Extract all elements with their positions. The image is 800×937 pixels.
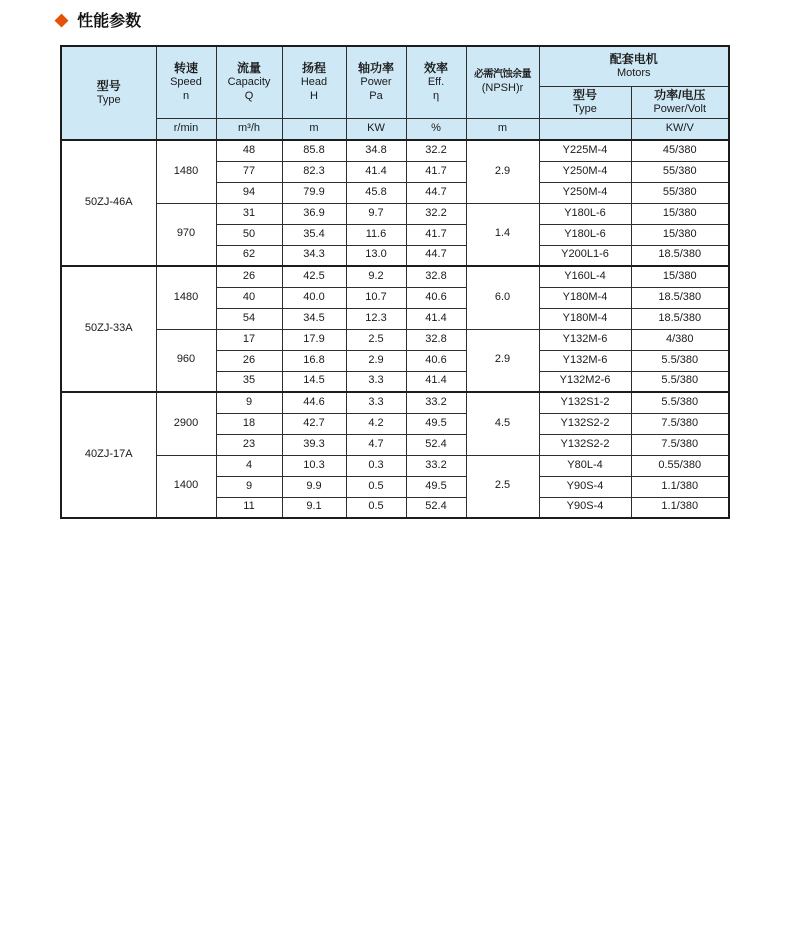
motor-type-cell: Y132M-6 xyxy=(539,350,631,371)
header-capacity-en: Capacity xyxy=(227,76,271,88)
model-cell: 40ZJ-17A xyxy=(61,392,156,518)
head-cell: 34.3 xyxy=(282,245,346,266)
page-title: 性能参数 xyxy=(77,13,142,30)
power-cell: 11.6 xyxy=(346,224,406,245)
header-motors xyxy=(539,46,729,86)
power-cell: 10.7 xyxy=(346,287,406,308)
eff-cell: 52.4 xyxy=(406,434,466,455)
capacity-cell: 48 xyxy=(216,140,282,161)
motor-power-cell: 5.5/380 xyxy=(631,350,729,371)
speed-cell: 1480 xyxy=(156,266,216,329)
power-cell: 9.7 xyxy=(346,203,406,224)
header-head-en: Head xyxy=(300,76,328,88)
header-power-en: Power xyxy=(360,76,392,88)
header-npsh-zh: 必需汽蚀余量 xyxy=(474,69,531,81)
power-cell: 41.4 xyxy=(346,161,406,182)
head-cell: 85.8 xyxy=(282,140,346,161)
unit-head: m xyxy=(282,118,346,140)
motor-type-cell: Y132S1-2 xyxy=(539,392,631,413)
header-speed-zh: 转速 xyxy=(173,61,198,75)
head-cell: 35.4 xyxy=(282,224,346,245)
header-speed xyxy=(156,46,216,118)
eff-cell: 32.8 xyxy=(406,266,466,287)
header-speed-en: Speed xyxy=(170,76,202,88)
motor-power-cell: 55/380 xyxy=(631,161,729,182)
eff-cell: 32.2 xyxy=(406,203,466,224)
capacity-cell: 23 xyxy=(216,434,282,455)
eff-cell: 32.2 xyxy=(406,140,466,161)
power-cell: 34.8 xyxy=(346,140,406,161)
eff-cell: 44.7 xyxy=(406,182,466,203)
head-cell: 82.3 xyxy=(282,161,346,182)
model-cell: 50ZJ-33A xyxy=(61,266,156,392)
head-cell: 9.1 xyxy=(282,497,346,518)
motor-type-cell: Y160L-4 xyxy=(539,266,631,287)
capacity-cell: 50 xyxy=(216,224,282,245)
motor-power-cell: 15/380 xyxy=(631,224,729,245)
motor-type-cell: Y132M2-6 xyxy=(539,371,631,392)
speed-cell: 1480 xyxy=(156,140,216,203)
head-cell: 9.9 xyxy=(282,476,346,497)
capacity-cell: 26 xyxy=(216,350,282,371)
head-cell: 36.9 xyxy=(282,203,346,224)
header-npsh xyxy=(466,46,539,118)
table-row xyxy=(61,140,729,161)
head-cell: 14.5 xyxy=(282,371,346,392)
unit-npsh: m xyxy=(466,118,539,140)
capacity-cell: 18 xyxy=(216,413,282,434)
capacity-cell: 31 xyxy=(216,203,282,224)
power-cell: 0.3 xyxy=(346,455,406,476)
unit-speed: r/min xyxy=(156,118,216,140)
header-row-main xyxy=(61,46,729,86)
eff-cell: 32.8 xyxy=(406,329,466,350)
performance-table xyxy=(60,45,730,519)
motor-power-cell: 1.1/380 xyxy=(631,497,729,518)
header-speed-sym: n xyxy=(182,89,190,102)
header-model-zh: 型号 xyxy=(96,78,121,93)
table-row xyxy=(61,329,729,350)
power-cell: 12.3 xyxy=(346,308,406,329)
eff-cell: 40.6 xyxy=(406,350,466,371)
motor-type-cell: Y250M-4 xyxy=(539,161,631,182)
motor-type-cell: Y180M-4 xyxy=(539,308,631,329)
unit-power: KW xyxy=(346,118,406,140)
motor-type-cell: Y132S2-2 xyxy=(539,434,631,455)
eff-cell: 33.2 xyxy=(406,455,466,476)
npsh-cell: 2.9 xyxy=(466,140,539,203)
power-cell: 13.0 xyxy=(346,245,406,266)
motor-power-cell: 5.5/380 xyxy=(631,371,729,392)
header-npsh-en: (NPSH)r xyxy=(481,81,524,94)
head-cell: 79.9 xyxy=(282,182,346,203)
power-cell: 3.3 xyxy=(346,392,406,413)
motor-power-cell: 45/380 xyxy=(631,140,729,161)
npsh-cell: 4.5 xyxy=(466,392,539,455)
head-cell: 16.8 xyxy=(282,350,346,371)
head-cell: 34.5 xyxy=(282,308,346,329)
model-cell: 50ZJ-46A xyxy=(61,140,156,266)
page-title-bar xyxy=(55,8,141,31)
motor-power-cell: 0.55/380 xyxy=(631,455,729,476)
head-cell: 42.5 xyxy=(282,266,346,287)
header-eff-zh: 效率 xyxy=(423,61,448,75)
header-power-zh: 轴功率 xyxy=(357,61,394,75)
header-eff xyxy=(406,46,466,118)
motor-power-cell: 1.1/380 xyxy=(631,476,729,497)
power-cell: 3.3 xyxy=(346,371,406,392)
header-head-sym: H xyxy=(310,89,318,102)
header-motor-type-en: Type xyxy=(573,102,597,115)
capacity-cell: 17 xyxy=(216,329,282,350)
eff-cell: 40.6 xyxy=(406,287,466,308)
eff-cell: 44.7 xyxy=(406,245,466,266)
header-eff-en: Eff. xyxy=(427,76,445,88)
npsh-cell: 2.9 xyxy=(466,329,539,392)
power-cell: 2.5 xyxy=(346,329,406,350)
power-cell: 9.2 xyxy=(346,266,406,287)
eff-cell: 41.7 xyxy=(406,224,466,245)
power-cell: 4.2 xyxy=(346,413,406,434)
eff-cell: 41.4 xyxy=(406,371,466,392)
unit-capacity: m³/h xyxy=(216,118,282,140)
motor-power-cell: 15/380 xyxy=(631,266,729,287)
head-cell: 44.6 xyxy=(282,392,346,413)
head-cell: 42.7 xyxy=(282,413,346,434)
capacity-cell: 9 xyxy=(216,476,282,497)
table-row xyxy=(61,266,729,287)
header-row-units xyxy=(61,118,729,140)
header-motor-type xyxy=(539,86,631,118)
unit-motor-power: KW/V xyxy=(631,118,729,140)
header-motors-en: Motors xyxy=(616,66,651,79)
header-power xyxy=(346,46,406,118)
header-model-en: Type xyxy=(96,93,121,106)
motor-type-cell: Y90S-4 xyxy=(539,497,631,518)
motor-type-cell: Y250M-4 xyxy=(539,182,631,203)
header-eff-sym: η xyxy=(432,89,440,102)
capacity-cell: 26 xyxy=(216,266,282,287)
speed-cell: 2900 xyxy=(156,392,216,455)
capacity-cell: 11 xyxy=(216,497,282,518)
motor-type-cell: Y180L-6 xyxy=(539,224,631,245)
header-motor-power-en: Power/Volt xyxy=(653,102,707,115)
header-motor-power xyxy=(631,86,729,118)
power-cell: 2.9 xyxy=(346,350,406,371)
diamond-icon: ◆ xyxy=(55,10,69,29)
motor-type-cell: Y132M-6 xyxy=(539,329,631,350)
header-capacity xyxy=(216,46,282,118)
motor-type-cell: Y225M-4 xyxy=(539,140,631,161)
header-capacity-zh: 流量 xyxy=(236,61,261,75)
power-cell: 0.5 xyxy=(346,497,406,518)
speed-cell: 1400 xyxy=(156,455,216,518)
motor-power-cell: 18.5/380 xyxy=(631,287,729,308)
motor-type-cell: Y80L-4 xyxy=(539,455,631,476)
capacity-cell: 77 xyxy=(216,161,282,182)
capacity-cell: 35 xyxy=(216,371,282,392)
eff-cell: 41.4 xyxy=(406,308,466,329)
header-motors-zh: 配套电机 xyxy=(609,51,658,66)
motor-power-cell: 7.5/380 xyxy=(631,434,729,455)
power-cell: 0.5 xyxy=(346,476,406,497)
eff-cell: 49.5 xyxy=(406,413,466,434)
header-motor-type-zh: 型号 xyxy=(572,87,597,102)
capacity-cell: 94 xyxy=(216,182,282,203)
head-cell: 40.0 xyxy=(282,287,346,308)
speed-cell: 970 xyxy=(156,203,216,266)
header-head-zh: 扬程 xyxy=(301,61,326,75)
motor-power-cell: 7.5/380 xyxy=(631,413,729,434)
power-cell: 45.8 xyxy=(346,182,406,203)
motor-type-cell: Y180L-6 xyxy=(539,203,631,224)
table-row xyxy=(61,203,729,224)
npsh-cell: 1.4 xyxy=(466,203,539,266)
motor-type-cell: Y132S2-2 xyxy=(539,413,631,434)
capacity-cell: 62 xyxy=(216,245,282,266)
unit-eff: % xyxy=(406,118,466,140)
table-row xyxy=(61,392,729,413)
unit-motor-type xyxy=(539,118,631,140)
header-motor-power-zh: 功率/电压 xyxy=(654,87,706,102)
table-row xyxy=(61,455,729,476)
head-cell: 17.9 xyxy=(282,329,346,350)
motor-power-cell: 15/380 xyxy=(631,203,729,224)
motor-type-cell: Y200L1-6 xyxy=(539,245,631,266)
motor-power-cell: 18.5/380 xyxy=(631,245,729,266)
header-head xyxy=(282,46,346,118)
motor-power-cell: 55/380 xyxy=(631,182,729,203)
header-capacity-sym: Q xyxy=(244,89,254,102)
capacity-cell: 4 xyxy=(216,455,282,476)
motor-power-cell: 4/380 xyxy=(631,329,729,350)
capacity-cell: 40 xyxy=(216,287,282,308)
motor-type-cell: Y180M-4 xyxy=(539,287,631,308)
power-cell: 4.7 xyxy=(346,434,406,455)
eff-cell: 49.5 xyxy=(406,476,466,497)
npsh-cell: 6.0 xyxy=(466,266,539,329)
head-cell: 39.3 xyxy=(282,434,346,455)
capacity-cell: 9 xyxy=(216,392,282,413)
motor-power-cell: 18.5/380 xyxy=(631,308,729,329)
motor-type-cell: Y90S-4 xyxy=(539,476,631,497)
header-power-sym: Pa xyxy=(369,89,383,102)
header-model xyxy=(61,46,156,140)
eff-cell: 33.2 xyxy=(406,392,466,413)
eff-cell: 52.4 xyxy=(406,497,466,518)
speed-cell: 960 xyxy=(156,329,216,392)
capacity-cell: 54 xyxy=(216,308,282,329)
motor-power-cell: 5.5/380 xyxy=(631,392,729,413)
head-cell: 10.3 xyxy=(282,455,346,476)
npsh-cell: 2.5 xyxy=(466,455,539,518)
eff-cell: 41.7 xyxy=(406,161,466,182)
